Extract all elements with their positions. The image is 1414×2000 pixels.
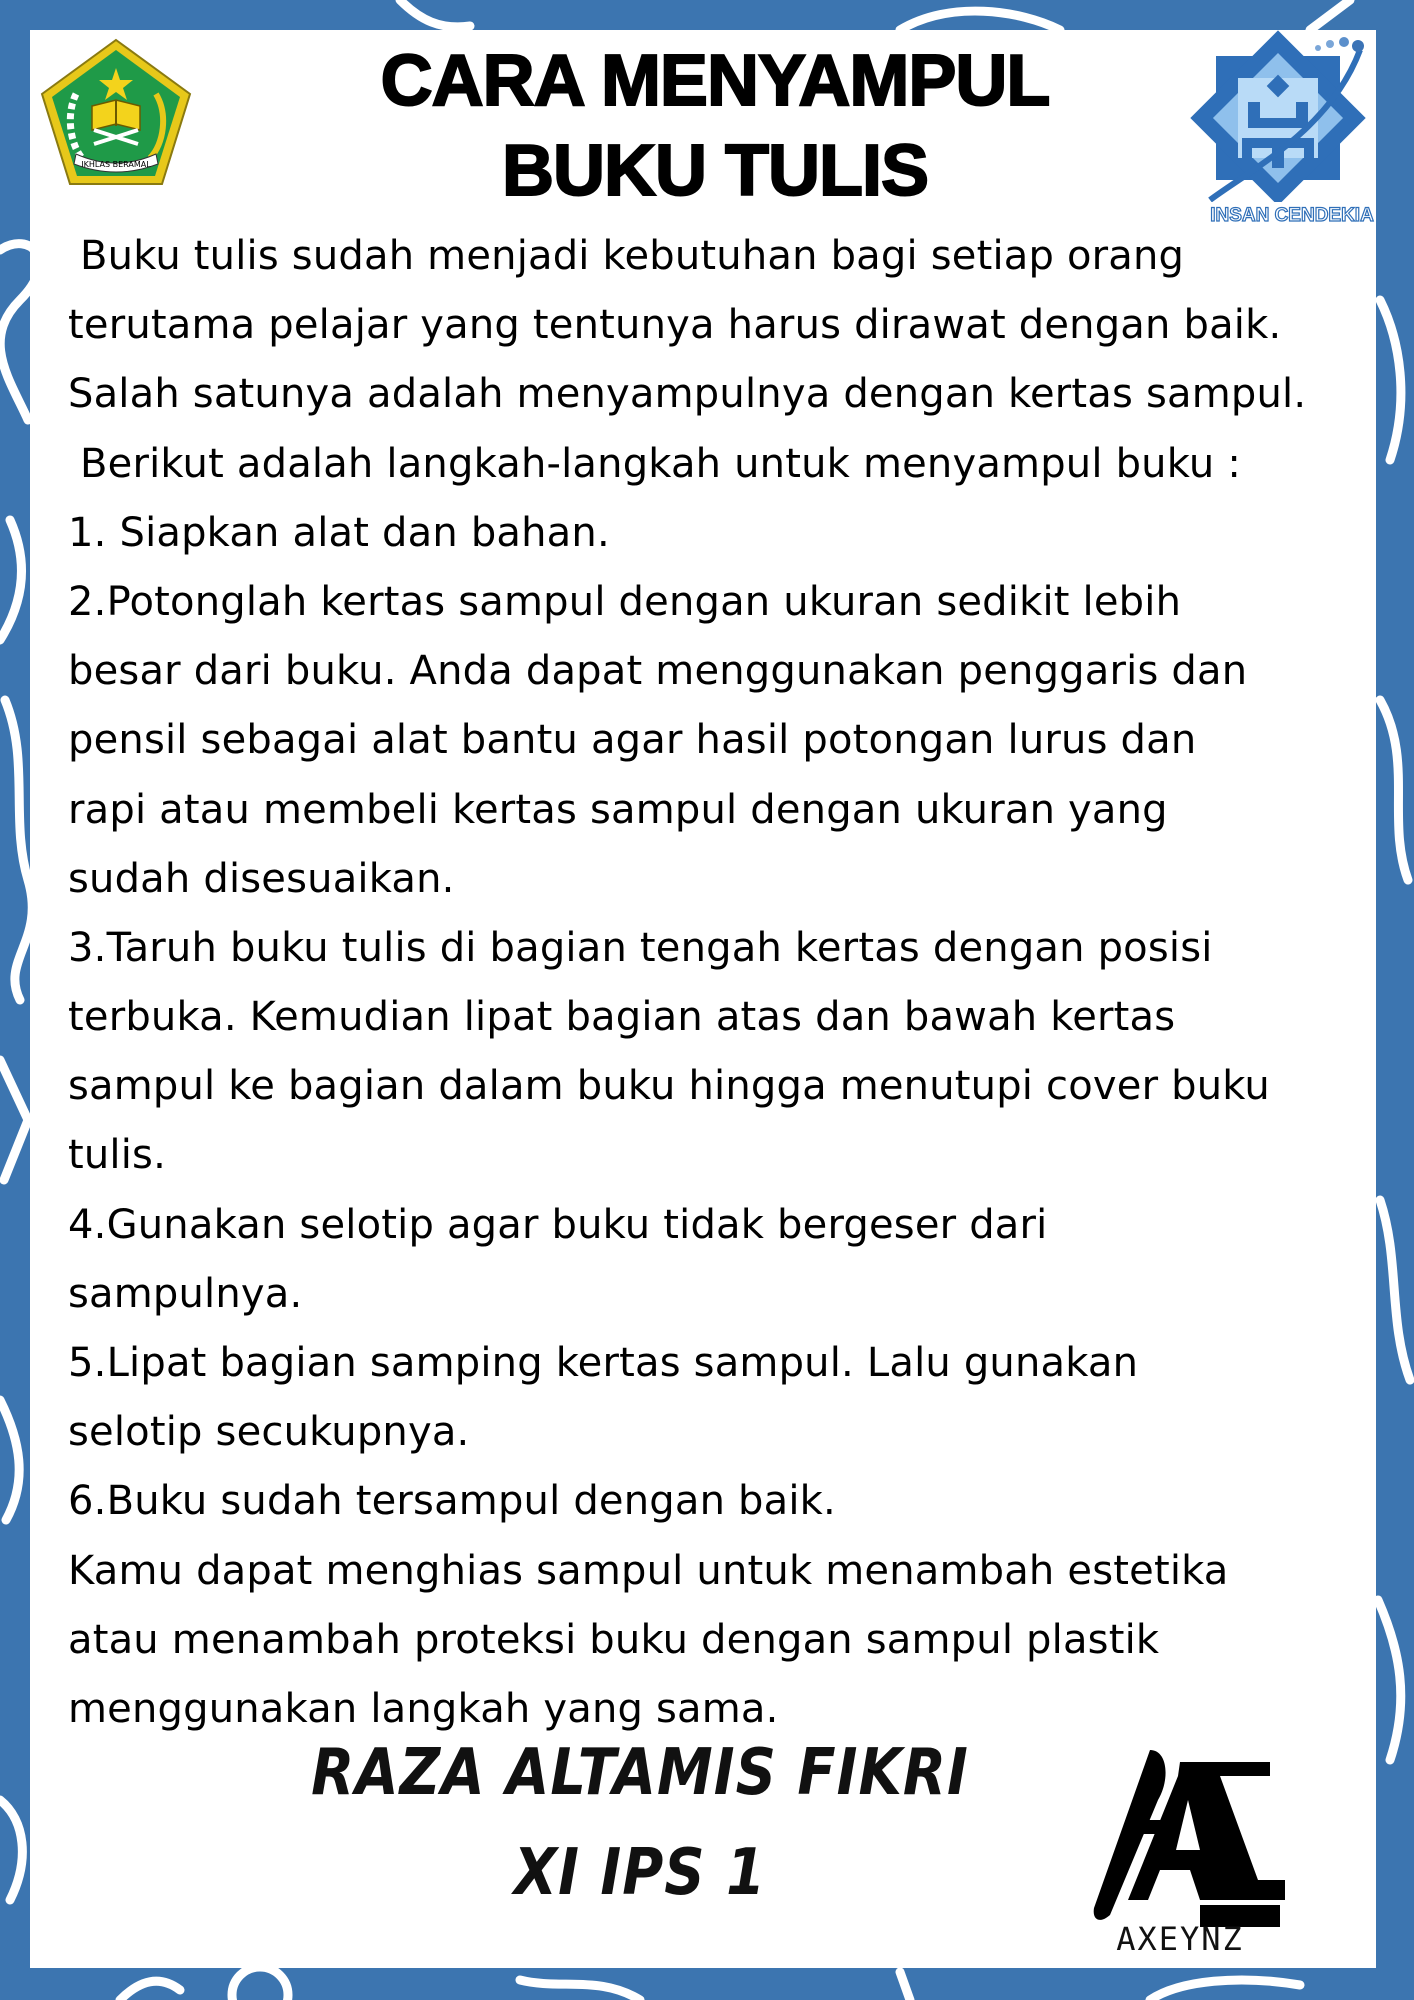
brand-label: AXEYNZ <box>1116 1920 1244 1958</box>
title-line-2: BUKU TULIS <box>502 131 928 211</box>
step-2: sudah disesuaikan. <box>68 855 455 902</box>
step-4: sampulnya. <box>68 1270 303 1317</box>
step-1: 1. Siapkan alat dan bahan. <box>68 509 610 556</box>
step-6: 6.Buku sudah tersampul dengan baik. <box>68 1478 836 1525</box>
intro-line: Salah satunya adalah menyampulnya dengan kertas sampul. <box>68 371 1307 418</box>
intro-line: Berikut adalah langkah-langkah untuk menyampul buku : <box>80 440 1242 487</box>
svg-text:IKHLAS BERAMAL: IKHLAS BERAMAL <box>81 160 151 169</box>
step-2: besar dari buku. Anda dapat menggunakan penggaris dan <box>68 648 1248 695</box>
step-5: 5.Lipat bagian samping kertas sampul. Lalu gunakan <box>68 1340 1139 1386</box>
intro-line: Buku tulis sudah menjadi kebutuhan bagi setiap orang <box>80 233 1185 279</box>
step-5: selotip secukupnya. <box>68 1409 470 1456</box>
closing-line: atau menambah proteksi buku dengan sampul plastik <box>68 1616 1160 1663</box>
instructions-body <box>68 222 1368 1744</box>
page-title <box>200 36 1230 216</box>
step-4: 4.Gunakan selotip agar buku tidak bergeser dari <box>68 1201 1048 1248</box>
closing-line: menggunakan langkah yang sama. <box>68 1685 779 1732</box>
step-2: 2.Potonglah kertas sampul dengan ukuran sedikit lebih <box>68 578 1182 625</box>
step-2: rapi atau membeli kertas sampul dengan ukuran yang <box>68 786 1168 833</box>
axeynz-monogram-icon <box>1050 1710 1310 1940</box>
step-3: sampul ke bagian dalam buku hingga menutupi cover buku <box>68 1063 1270 1110</box>
kemenag-emblem-icon <box>36 34 196 194</box>
step-3: 3.Taruh buku tulis di bagian tengah kertas dengan posisi <box>68 924 1213 971</box>
title-line-1: CARA MENYAMPUL <box>380 41 1050 121</box>
step-2: pensil sebagai alat bantu agar hasil potongan lurus dan <box>68 717 1197 764</box>
svg-text:INSAN CENDEKIA: INSAN CENDEKIA <box>1210 205 1374 226</box>
step-3: tulis. <box>68 1132 167 1179</box>
author-class: XI IPS 1 <box>513 1835 767 1910</box>
intro-line: terutama pelajar yang tentunya harus dirawat dengan baik. <box>68 302 1282 349</box>
poster-page <box>30 30 1376 1968</box>
closing-line: Kamu dapat menghias sampul untuk menambah estetika <box>68 1547 1229 1594</box>
insan-cendekia-logo-icon <box>1190 30 1376 230</box>
step-3: terbuka. Kemudian lipat bagian atas dan bawah kertas <box>68 994 1176 1041</box>
author-name: RAZA ALTAMIS FIKRI <box>311 1735 969 1810</box>
